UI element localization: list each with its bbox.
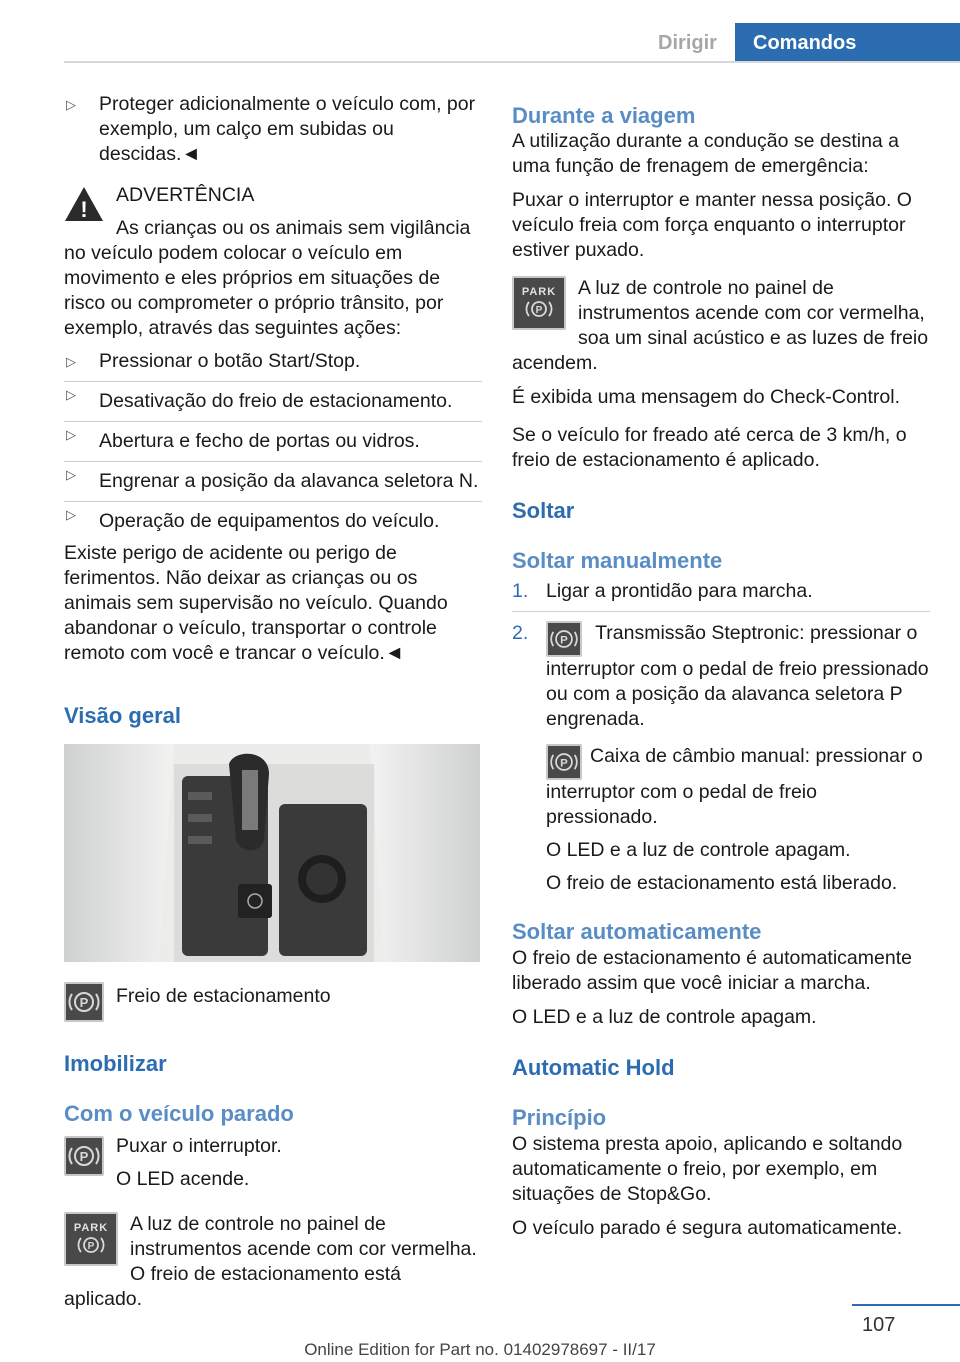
heading-soltar-automaticamente: Soltar automaticamente — [512, 919, 762, 944]
heading-durante-a-viagem: Durante a viagem — [512, 103, 696, 128]
parado-block — [64, 1130, 482, 1192]
bullet-item: ▷ Pressionar o botão Start/Stop. — [64, 349, 482, 374]
bullet-item: ▷ Proteger adicionalmente o veículo com, por exemplo, um calço em subidas ou descidas.◄ — [64, 92, 482, 167]
footer-rule — [852, 1304, 960, 1306]
steps-list — [512, 579, 930, 896]
step-item — [512, 579, 930, 604]
freio-legend — [64, 982, 482, 1022]
parking-brake-icon — [64, 982, 104, 1022]
freio-label: Freio de estacionamento — [116, 985, 331, 1007]
parking-brake-icon — [546, 744, 582, 780]
parado-park-block — [64, 1212, 482, 1312]
step2-led: O LED e a luz de controle apagam. — [546, 839, 851, 861]
viagem-p2: Puxar o interruptor e manter nessa posição. O veículo freia com força enquanto o interruptor estiver puxado. — [512, 189, 912, 261]
warning-icon — [64, 185, 104, 225]
viagem-park-text: A luz de controle no painel de instrumentos acende com cor vermelha, soa um sinal acústico e as luzes de freio acendem. — [512, 277, 929, 374]
park-warning-icon — [64, 1212, 118, 1266]
viagem-park-block — [512, 276, 930, 376]
viagem-p4: Se o veículo for freado até cerca de 3 km/h, o freio de estacionamento é aplicado. — [512, 424, 907, 471]
p-glyph: P — [79, 995, 89, 1010]
parado-line2: O LED acende. — [116, 1168, 250, 1190]
principio-p1: O sistema presta apoio, aplicando e soltando automaticamente o freio, por exemplo, em situações de Stop&Go. — [512, 1133, 903, 1205]
p-glyph: P — [535, 305, 543, 316]
heading-soltar: Soltar — [512, 498, 575, 523]
bullet-item: ▷ Abertura e fecho de portas ou vidros. — [64, 421, 482, 454]
park-label: PARK — [521, 286, 557, 298]
step-text: Ligar a prontidão para marcha. — [546, 580, 813, 602]
heading-imobilizar: Imobilizar — [64, 1051, 167, 1076]
p-glyph: P — [79, 1149, 89, 1164]
heading-soltar-manualmente: Soltar manualmente — [512, 548, 723, 573]
parado-line1: Puxar o interruptor. — [116, 1135, 282, 1157]
parking-brake-icon — [64, 1136, 104, 1176]
console-photo — [64, 744, 480, 962]
auto-p2: O LED e a luz de controle apagam. — [512, 1006, 817, 1028]
step2-manual-text: Caixa de câmbio manual: pressionar o interruptor com o pedal de freio pressionado. — [546, 745, 923, 828]
header-rule — [64, 61, 960, 63]
p-glyph: P — [560, 757, 568, 770]
principio-p2: O veículo parado é segura automaticamente. — [512, 1217, 903, 1239]
step-number: 1. — [512, 580, 529, 602]
p-glyph: P — [87, 1241, 95, 1252]
bullet-item: ▷ Operação de equipamentos do veículo. — [64, 501, 482, 534]
step2-freio: O freio de estacionamento está liberado. — [546, 872, 898, 894]
park-warning-icon — [512, 276, 566, 330]
heading-principio: Princípio — [512, 1105, 607, 1130]
heading-automatic-hold: Automatic Hold — [512, 1055, 675, 1080]
page-number: 107 — [862, 1314, 896, 1336]
parking-brake-icon — [546, 621, 582, 657]
header-section: Dirigir — [658, 32, 717, 54]
p-glyph: P — [560, 634, 568, 647]
viagem-p1: A utilização durante a condução se destina a uma função de frenagem de emergência: — [512, 130, 900, 177]
header-active-tab: Comandos — [735, 23, 960, 63]
warning-end: Existe perigo de acidente ou perigo de ferimentos. Não deixar as crianças ou os animais sem supervisão no veículo. Quando abandonar o veículo, transportar o controle remoto com você e trancar o veículo.◄ — [64, 542, 448, 664]
parado-park-text: A luz de controle no painel de instrumentos acende com cor vermelha. O freio de estacionamento está aplicado. — [64, 1213, 477, 1310]
viagem-p3: É exibida uma mensagem do Check-Control. — [512, 386, 901, 408]
step2-manual — [512, 744, 930, 896]
footer-edition: Online Edition for Part no. 01402978697 - II/17 — [304, 1340, 656, 1359]
park-label: PARK — [73, 1222, 109, 1234]
step-item — [512, 611, 930, 732]
bullet-item: ▷ Engrenar a posição da alavanca seletora N. — [64, 461, 482, 494]
left-column — [64, 92, 482, 1312]
heading-visao-geral: Visão geral — [64, 703, 181, 728]
heading-com-veiculo-parado: Com o veículo parado — [64, 1101, 294, 1126]
right-column — [512, 103, 930, 1241]
warning-block — [64, 183, 482, 341]
auto-p1: O freio de estacionamento é automaticamente liberado assim que você iniciar a marcha. — [512, 947, 912, 994]
warning-bullets — [64, 349, 482, 534]
warning-title: ADVERTÊNCIA — [116, 184, 255, 206]
warning-text: As crianças ou os animais sem vigilância no veículo podem colocar o veículo em movimento e eles próprios em situações de risco ou comprometer o próprio trânsito, por exemplo, através das seguintes ações: — [64, 217, 471, 339]
warning-glyph: ! — [80, 197, 88, 222]
step-text: Transmissão Steptronic: pressionar o interruptor com o pedal de freio pressionado ou com a posição da alavanca seletora P engrenada. — [546, 622, 929, 730]
bullet-item: ▷ Desativação do freio de estacionamento. — [64, 381, 482, 414]
step-number: 2. — [512, 622, 529, 644]
